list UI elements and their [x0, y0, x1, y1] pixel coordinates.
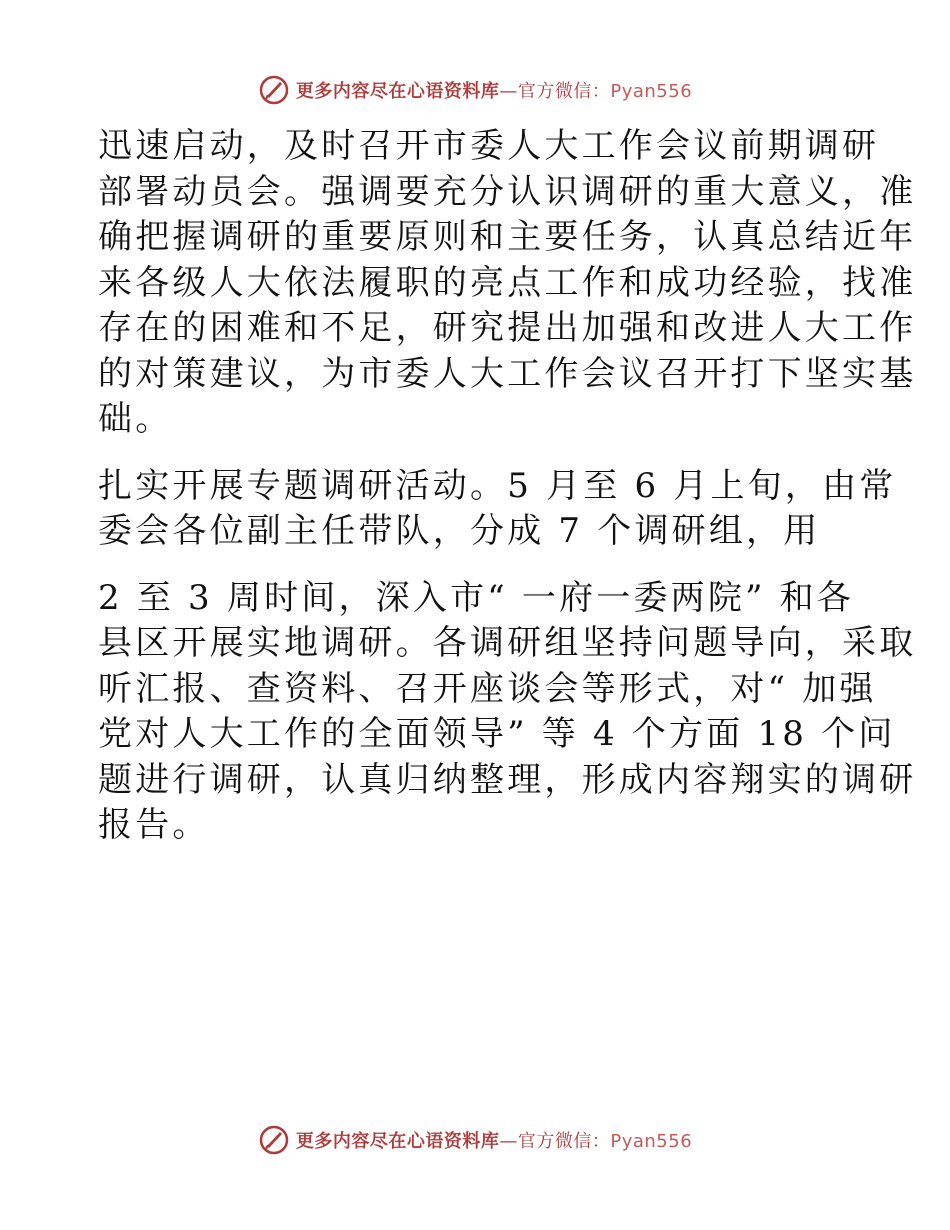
text-line: 委会各位副主任带队，分成 7 个调研组，用 — [98, 511, 821, 551]
text-line: 存在的困难和不足，研究提出加强和改进人大工作 — [98, 308, 917, 348]
banner-main-text: 更多内容尽在心语资料库 — [295, 81, 500, 102]
paragraph-1 — [98, 124, 917, 443]
document-body — [98, 124, 917, 870]
banner-text — [296, 77, 692, 103]
text-line: 础。 — [98, 399, 173, 439]
text-line: 报告。 — [98, 805, 210, 845]
banner-wechat-id: Pyan556 — [610, 81, 693, 102]
banner-dash: — — [499, 81, 518, 102]
text-line: 部署动员会。强调要充分认识调研的重大意义，准 — [98, 171, 917, 212]
paragraph-3 — [98, 576, 917, 849]
text-line: 县区开展实地调研。各调研组坚持问题导向，采取 — [98, 623, 917, 663]
banner-text — [296, 1127, 692, 1153]
text-line: 迅速启动，及时召开市委人大工作会议前期调研 — [98, 126, 880, 166]
text-line: 2 至 3 周时间，深入市“ 一府一委两院” 和各 — [98, 577, 855, 618]
banner-wechat-label: 官方微信： — [517, 81, 611, 102]
quill-logo-icon — [258, 74, 290, 106]
text-line: 扎实开展专题调研活动。5 月至 6 月上旬，由常 — [98, 465, 897, 506]
text-line: 听汇报、查资料、召开座谈会等形式，对“ 加强 — [98, 668, 877, 709]
header-banner — [0, 70, 950, 110]
banner-main-text: 更多内容尽在心语资料库 — [295, 1131, 500, 1152]
text-line: 来各级人大依法履职的亮点工作和成功经验，找准 — [98, 262, 917, 303]
banner-wechat-label: 官方微信： — [517, 1131, 611, 1152]
footer-banner — [0, 1120, 950, 1160]
text-line: 题进行调研，认真归纳整理，形成内容翔实的调研 — [98, 759, 917, 800]
banner-wechat-id: Pyan556 — [610, 1131, 693, 1152]
text-line: 党对人大工作的全面领导” 等 4 个方面 18 个问 — [98, 714, 896, 754]
text-line: 的对策建议，为市委人大工作会议召开打下坚实基 — [98, 353, 917, 394]
quill-logo-icon — [258, 1124, 290, 1156]
paragraph-2 — [98, 464, 897, 555]
text-line: 确把握调研的重要原则和主要任务，认真总结近年 — [98, 217, 917, 257]
banner-dash: — — [499, 1131, 518, 1152]
